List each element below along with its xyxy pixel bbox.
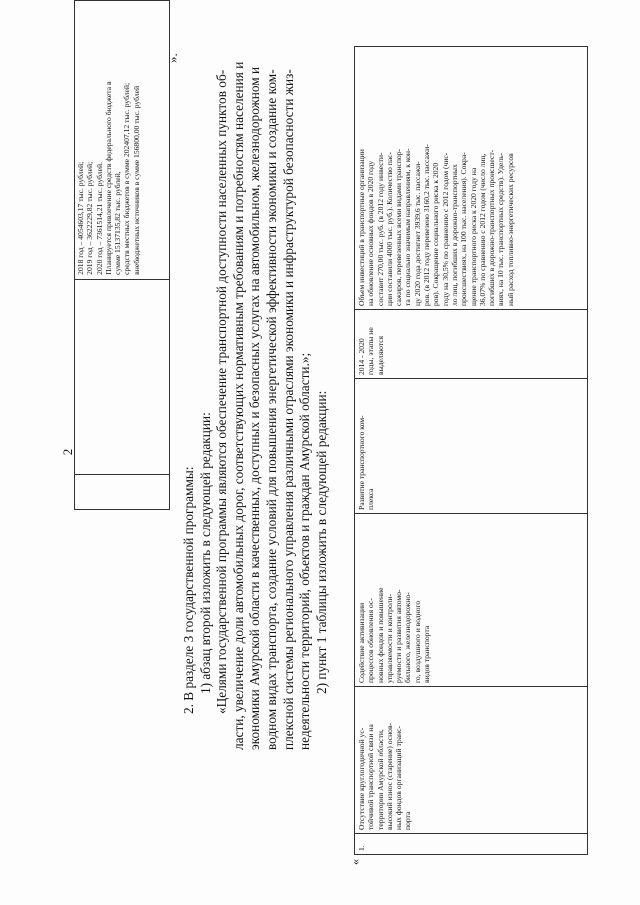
funding-line: Планируется привлечение средств федерального бюджета в — [103, 81, 113, 275]
page-number: 2 — [60, 448, 75, 456]
goals-paragraph-line: экономики Амурской области в качественных, доступных и безопасных услугах на автомобильном, железнодорожном и — [247, 66, 263, 750]
subitem-1: 1) абзац второй изложить в следующей редакции: — [197, 412, 213, 694]
funding-line: 2019 год – 3622229,82 тыс. рублей; — [85, 161, 95, 275]
program-cell: Развитие транспортного ком- плекса — [355, 379, 588, 514]
goals-paragraph-line: недеятельности территорий, объектов и граждан Амурской области.»; — [297, 352, 313, 750]
funding-line: средств местных бюджетов в сумме 202407,12 тыс. рублей; — [122, 82, 132, 275]
funding-empty-cell-1 — [75, 474, 170, 509]
goals-paragraph-line: водном видах транспорта, создание условий для повышения энергетической эффективности экономики и создание ком- — [263, 69, 279, 750]
goals-paragraph-line: плексной системы регионального управления различными отраслями экономики и инфраструктурой безопасности жиз- — [280, 69, 296, 750]
funding-line: сумме 15137135,82 тыс. рублей, — [113, 171, 123, 275]
table-open-quote: « — [348, 859, 362, 865]
goals-paragraph-line: ласти, увеличение доли автомобильных дорог, соответствующих нормативным требованиям и потребностям населения и — [230, 61, 246, 750]
problem-cell: Отсутствие круглогодичной ус- тойчивой транспортной связи на территории Амурской области, высокий износ (старение) основ- ных фондов организаций транс- порта — [355, 687, 588, 834]
subitem-2: 2) пункт 1 таблицы изложить в следующей редакции: — [313, 390, 329, 694]
result-cell: Объем инвестиций в транспортные организации на обновление основных фондов в 2020 году составит 270,00 тыс. руб. (в 2012 году инвести- ции составили 4000 тыс. руб.). Количество пас- сажиров, перевезенных всеми видами транспор- та по социально значимым направлениям, к кон- цу 2020 года достигнет 3939,6 тыс. пассажи- ров. (в 2012 году перевезено 3160,2 тыс. пассажи- ров). Сокращение социального риска к 2020 году на 30,5% по сравнению с 2012 годом (чис- ло лиц, погибших в дорожно-транспортных происшествиях, на 100 тыс. населения). Сокра- щение транспортного риска к 2020 году на 36,07% по сравнению с 2012 годом (число лиц, погибших в дорожно-транспортных происшест- виях, на 10 тыс. транспортных средств). Удель- ный расход топливно-энергетических ресурсов — [355, 47, 588, 310]
section-item-2: 2. В разделе 3 государственной программы: — [181, 466, 196, 714]
table-row — [355, 47, 588, 855]
period-cell: 2014 - 2020 годы, этапы не выделяются — [355, 310, 588, 379]
funding-empty-cell-2 — [75, 279, 170, 474]
funding-text-cell — [75, 1, 170, 280]
body-text — [181, 55, 330, 750]
goals-table — [354, 46, 588, 855]
goals-paragraph-line: «Целями государственной программы являются обеспечение транспортной доступности населенных пунктов об- — [214, 69, 230, 714]
funding-closing-quote: ». — [165, 53, 180, 63]
funding-line: 2018 год – 4054603,17 тыс. рублей; — [76, 161, 85, 275]
funding-lines — [76, 5, 141, 275]
funding-line: внебюджетных источников в сумме 156800,00 тыс. рублей — [131, 85, 141, 275]
funding-line: 2020 год – 7361514,21 тыс. рублей. — [94, 162, 104, 275]
row-number-cell: 1. — [355, 834, 588, 855]
funding-table — [74, 0, 170, 510]
task-cell: Содействие активизации процессов обновления ос- новных фондов и повышение управляемости и контроли- руемости и развития автомо- бильного, железнодорожно- го, воздушного и водного видов транспорта — [355, 514, 588, 687]
